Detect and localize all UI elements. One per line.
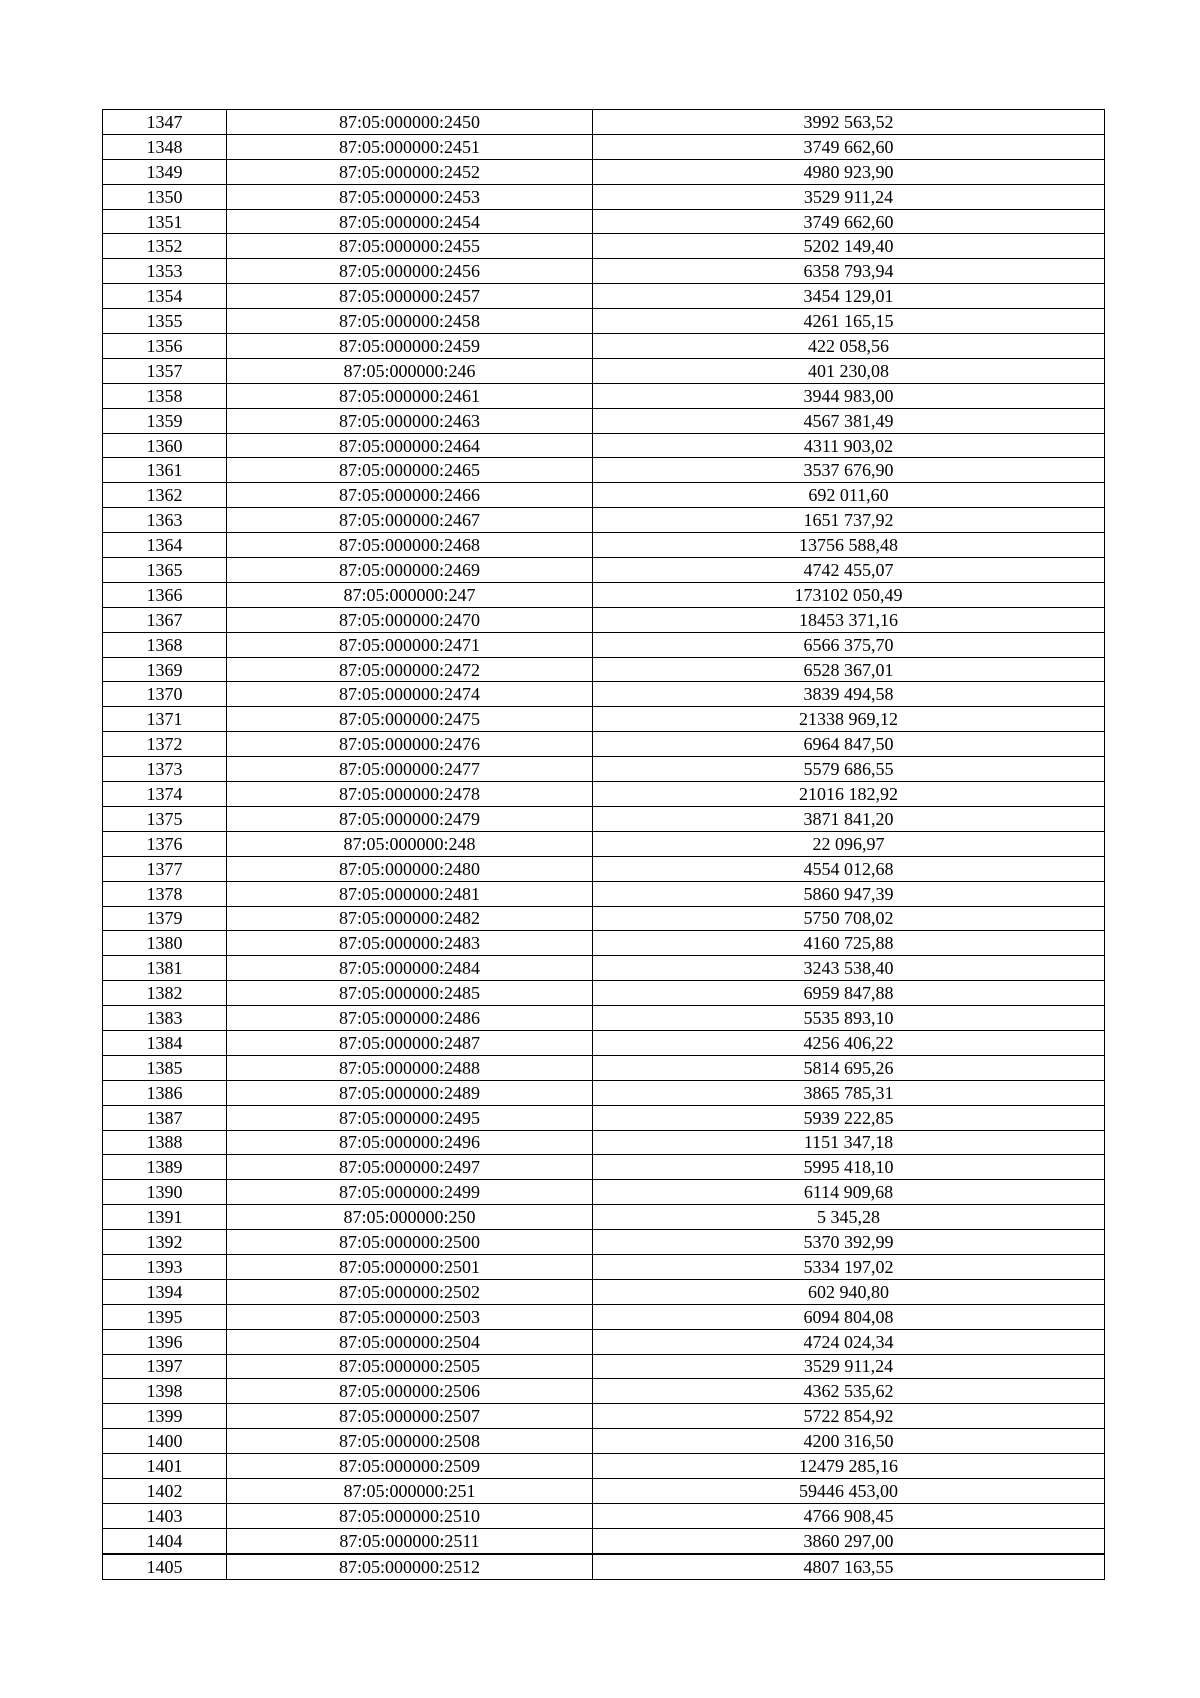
- cadastral-value-cell: 3454 129,01: [593, 284, 1105, 309]
- cadastral-value-cell: 4724 024,34: [593, 1329, 1105, 1354]
- row-number-cell: 1380: [103, 931, 227, 956]
- cadastral-value-cell: 18453 371,16: [593, 607, 1105, 632]
- row-number-cell: 1376: [103, 831, 227, 856]
- row-number-cell: 1403: [103, 1503, 227, 1528]
- table-row: [103, 1503, 1105, 1528]
- cadastral-number-cell: 87:05:000000:2502: [227, 1279, 593, 1304]
- cadastral-number-cell: 87:05:000000:2509: [227, 1454, 593, 1479]
- row-number-cell: 1381: [103, 956, 227, 981]
- table-row: [103, 284, 1105, 309]
- row-number-cell: 1405: [103, 1554, 227, 1579]
- table-row: [103, 1254, 1105, 1279]
- cadastral-number-cell: 87:05:000000:2461: [227, 383, 593, 408]
- table-row: [103, 483, 1105, 508]
- cadastral-value-cell: 6528 367,01: [593, 657, 1105, 682]
- cadastral-value-cell: 1651 737,92: [593, 508, 1105, 533]
- cadastral-number-cell: 87:05:000000:2478: [227, 782, 593, 807]
- table-row: [103, 1404, 1105, 1429]
- table-row: [103, 1055, 1105, 1080]
- row-number-cell: 1397: [103, 1354, 227, 1379]
- cadastral-value-cell: 3749 662,60: [593, 134, 1105, 159]
- cadastral-number-cell: 87:05:000000:2500: [227, 1230, 593, 1255]
- row-number-cell: 1372: [103, 732, 227, 757]
- table-row: [103, 209, 1105, 234]
- cadastral-value-cell: 6114 909,68: [593, 1180, 1105, 1205]
- table-row: [103, 1006, 1105, 1031]
- row-number-cell: 1356: [103, 334, 227, 359]
- cadastral-value-cell: 3992 563,52: [593, 110, 1105, 135]
- row-number-cell: 1364: [103, 533, 227, 558]
- row-number-cell: 1402: [103, 1478, 227, 1503]
- table-row: [103, 931, 1105, 956]
- row-number-cell: 1358: [103, 383, 227, 408]
- table-row: [103, 234, 1105, 259]
- row-number-cell: 1362: [103, 483, 227, 508]
- cadastral-number-cell: 87:05:000000:2464: [227, 433, 593, 458]
- row-number-cell: 1352: [103, 234, 227, 259]
- cadastral-number-cell: 87:05:000000:2504: [227, 1329, 593, 1354]
- cadastral-value-cell: 59446 453,00: [593, 1478, 1105, 1503]
- row-number-cell: 1392: [103, 1230, 227, 1255]
- cadastral-value-cell: 21016 182,92: [593, 782, 1105, 807]
- row-number-cell: 1365: [103, 558, 227, 583]
- cadastral-value-cell: 5939 222,85: [593, 1105, 1105, 1130]
- cadastral-value-cell: 3529 911,24: [593, 184, 1105, 209]
- table-row: [103, 881, 1105, 906]
- row-number-cell: 1373: [103, 757, 227, 782]
- table-row: [103, 1205, 1105, 1230]
- cadastral-number-cell: 87:05:000000:2497: [227, 1155, 593, 1180]
- cadastral-number-cell: 87:05:000000:2455: [227, 234, 593, 259]
- row-number-cell: 1374: [103, 782, 227, 807]
- cadastral-number-cell: 87:05:000000:247: [227, 582, 593, 607]
- table-row: [103, 309, 1105, 334]
- row-number-cell: 1386: [103, 1080, 227, 1105]
- cadastral-number-cell: 87:05:000000:2474: [227, 682, 593, 707]
- cadastral-number-cell: 87:05:000000:2454: [227, 209, 593, 234]
- cadastral-value-cell: 4362 535,62: [593, 1379, 1105, 1404]
- cadastral-number-cell: 87:05:000000:250: [227, 1205, 593, 1230]
- row-number-cell: 1367: [103, 607, 227, 632]
- cadastral-value-cell: 5334 197,02: [593, 1254, 1105, 1279]
- cadastral-value-cell: 5 345,28: [593, 1205, 1105, 1230]
- cadastral-number-cell: 87:05:000000:2503: [227, 1304, 593, 1329]
- cadastral-number-cell: 87:05:000000:2452: [227, 159, 593, 184]
- cadastral-value-cell: 5370 392,99: [593, 1230, 1105, 1255]
- row-number-cell: 1400: [103, 1429, 227, 1454]
- cadastral-value-cell: 401 230,08: [593, 358, 1105, 383]
- row-number-cell: 1379: [103, 906, 227, 931]
- cadastral-number-cell: 87:05:000000:2475: [227, 707, 593, 732]
- cadastral-number-cell: 87:05:000000:2477: [227, 757, 593, 782]
- table-row: [103, 1155, 1105, 1180]
- table-row: [103, 682, 1105, 707]
- row-number-cell: 1371: [103, 707, 227, 732]
- table-row: [103, 856, 1105, 881]
- row-number-cell: 1398: [103, 1379, 227, 1404]
- cadastral-value-cell: 6566 375,70: [593, 632, 1105, 657]
- row-number-cell: 1401: [103, 1454, 227, 1479]
- cadastral-value-cell: 4261 165,15: [593, 309, 1105, 334]
- cadastral-number-cell: 87:05:000000:2450: [227, 110, 593, 135]
- cadastral-value-cell: 6964 847,50: [593, 732, 1105, 757]
- cadastral-value-cell: 3944 983,00: [593, 383, 1105, 408]
- table-body: [103, 110, 1105, 1580]
- cadastral-number-cell: 87:05:000000:2479: [227, 806, 593, 831]
- cadastral-number-cell: 87:05:000000:2465: [227, 458, 593, 483]
- cadastral-value-cell: 3243 538,40: [593, 956, 1105, 981]
- table-row: [103, 334, 1105, 359]
- table-row: [103, 1329, 1105, 1354]
- cadastral-value-cell: 13756 588,48: [593, 533, 1105, 558]
- cadastral-value-cell: 12479 285,16: [593, 1454, 1105, 1479]
- row-number-cell: 1350: [103, 184, 227, 209]
- row-number-cell: 1357: [103, 358, 227, 383]
- table-row: [103, 956, 1105, 981]
- row-number-cell: 1395: [103, 1304, 227, 1329]
- table-row: [103, 458, 1105, 483]
- table-row: [103, 1279, 1105, 1304]
- cadastral-value-cell: 5860 947,39: [593, 881, 1105, 906]
- row-number-cell: 1347: [103, 110, 227, 135]
- cadastral-value-cell: 4766 908,45: [593, 1503, 1105, 1528]
- cadastral-number-cell: 87:05:000000:2468: [227, 533, 593, 558]
- cadastral-value-cell: 1151 347,18: [593, 1130, 1105, 1155]
- cadastral-value-cell: 5995 418,10: [593, 1155, 1105, 1180]
- table-row: [103, 383, 1105, 408]
- cadastral-number-cell: 87:05:000000:2508: [227, 1429, 593, 1454]
- table-row: [103, 707, 1105, 732]
- cadastral-number-cell: 87:05:000000:251: [227, 1478, 593, 1503]
- cadastral-number-cell: 87:05:000000:2488: [227, 1055, 593, 1080]
- table-row: [103, 1354, 1105, 1379]
- cadastral-number-cell: 87:05:000000:2481: [227, 881, 593, 906]
- table-row: [103, 732, 1105, 757]
- row-number-cell: 1368: [103, 632, 227, 657]
- table-row: [103, 657, 1105, 682]
- table-row: [103, 358, 1105, 383]
- row-number-cell: 1353: [103, 259, 227, 284]
- table-row: [103, 1379, 1105, 1404]
- cadastral-number-cell: 87:05:000000:2480: [227, 856, 593, 881]
- cadastral-value-cell: 3537 676,90: [593, 458, 1105, 483]
- cadastral-number-cell: 87:05:000000:2466: [227, 483, 593, 508]
- cadastral-value-cell: 4160 725,88: [593, 931, 1105, 956]
- table-row: [103, 159, 1105, 184]
- row-number-cell: 1355: [103, 309, 227, 334]
- cadastral-number-cell: 87:05:000000:2472: [227, 657, 593, 682]
- row-number-cell: 1385: [103, 1055, 227, 1080]
- cadastral-value-cell: 422 058,56: [593, 334, 1105, 359]
- row-number-cell: 1354: [103, 284, 227, 309]
- row-number-cell: 1394: [103, 1279, 227, 1304]
- table-row: [103, 1080, 1105, 1105]
- cadastral-value-cell: 6358 793,94: [593, 259, 1105, 284]
- cadastral-value-cell: 3865 785,31: [593, 1080, 1105, 1105]
- cadastral-value-cell: 3839 494,58: [593, 682, 1105, 707]
- table-row: [103, 1554, 1105, 1579]
- table-row: [103, 1478, 1105, 1503]
- cadastral-number-cell: 87:05:000000:2489: [227, 1080, 593, 1105]
- cadastral-number-cell: 87:05:000000:2470: [227, 607, 593, 632]
- row-number-cell: 1389: [103, 1155, 227, 1180]
- cadastral-value-cell: 5535 893,10: [593, 1006, 1105, 1031]
- cadastral-value-cell: 4554 012,68: [593, 856, 1105, 881]
- cadastral-number-cell: 87:05:000000:2496: [227, 1130, 593, 1155]
- cadastral-value-cell: 4742 455,07: [593, 558, 1105, 583]
- cadastral-value-cell: 4980 923,90: [593, 159, 1105, 184]
- row-number-cell: 1361: [103, 458, 227, 483]
- cadastral-value-cell: 5579 686,55: [593, 757, 1105, 782]
- table-row: [103, 508, 1105, 533]
- table-row: [103, 134, 1105, 159]
- cadastral-number-cell: 87:05:000000:2511: [227, 1528, 593, 1553]
- cadastral-value-cell: 4200 316,50: [593, 1429, 1105, 1454]
- row-number-cell: 1384: [103, 1030, 227, 1055]
- table-row: [103, 1304, 1105, 1329]
- cadastral-value-cell: 5722 854,92: [593, 1404, 1105, 1429]
- row-number-cell: 1382: [103, 981, 227, 1006]
- cadastral-number-cell: 87:05:000000:2499: [227, 1180, 593, 1205]
- table-row: [103, 558, 1105, 583]
- cadastral-number-cell: 87:05:000000:2457: [227, 284, 593, 309]
- cadastral-value-cell: 5814 695,26: [593, 1055, 1105, 1080]
- table-row: [103, 1528, 1105, 1553]
- row-number-cell: 1404: [103, 1528, 227, 1553]
- cadastral-value-cell: 6959 847,88: [593, 981, 1105, 1006]
- cadastral-value-cell: 173102 050,49: [593, 582, 1105, 607]
- cadastral-value-cell: 4567 381,49: [593, 408, 1105, 433]
- row-number-cell: 1393: [103, 1254, 227, 1279]
- table-row: [103, 831, 1105, 856]
- row-number-cell: 1369: [103, 657, 227, 682]
- cadastral-number-cell: 87:05:000000:2459: [227, 334, 593, 359]
- cadastral-value-cell: 4256 406,22: [593, 1030, 1105, 1055]
- cadastral-number-cell: 87:05:000000:2463: [227, 408, 593, 433]
- document-page: [102, 109, 1104, 1580]
- row-number-cell: 1396: [103, 1329, 227, 1354]
- row-number-cell: 1370: [103, 682, 227, 707]
- cadastral-number-cell: 87:05:000000:2469: [227, 558, 593, 583]
- table-row: [103, 533, 1105, 558]
- cadastral-value-cell: 3749 662,60: [593, 209, 1105, 234]
- row-number-cell: 1366: [103, 582, 227, 607]
- row-number-cell: 1349: [103, 159, 227, 184]
- table-row: [103, 757, 1105, 782]
- table-row: [103, 782, 1105, 807]
- row-number-cell: 1391: [103, 1205, 227, 1230]
- cadastral-value-cell: 4311 903,02: [593, 433, 1105, 458]
- cadastral-number-cell: 87:05:000000:2483: [227, 931, 593, 956]
- row-number-cell: 1359: [103, 408, 227, 433]
- cadastral-value-cell: 5750 708,02: [593, 906, 1105, 931]
- cadastral-value-cell: 22 096,97: [593, 831, 1105, 856]
- table-row: [103, 1429, 1105, 1454]
- cadastral-number-cell: 87:05:000000:2487: [227, 1030, 593, 1055]
- cadastral-value-cell: 602 940,80: [593, 1279, 1105, 1304]
- table-row: [103, 1180, 1105, 1205]
- row-number-cell: 1399: [103, 1404, 227, 1429]
- cadastral-number-cell: 87:05:000000:2467: [227, 508, 593, 533]
- row-number-cell: 1387: [103, 1105, 227, 1130]
- cadastral-number-cell: 87:05:000000:2476: [227, 732, 593, 757]
- cadastral-number-cell: 87:05:000000:2458: [227, 309, 593, 334]
- cadastral-value-cell: 3871 841,20: [593, 806, 1105, 831]
- cadastral-number-cell: 87:05:000000:2453: [227, 184, 593, 209]
- row-number-cell: 1348: [103, 134, 227, 159]
- table-row: [103, 806, 1105, 831]
- table-row: [103, 607, 1105, 632]
- table-row: [103, 433, 1105, 458]
- table-row: [103, 906, 1105, 931]
- cadastral-number-cell: 87:05:000000:2501: [227, 1254, 593, 1279]
- cadastral-value-cell: 21338 969,12: [593, 707, 1105, 732]
- cadastral-number-cell: 87:05:000000:2510: [227, 1503, 593, 1528]
- cadastral-value-cell: 692 011,60: [593, 483, 1105, 508]
- row-number-cell: 1360: [103, 433, 227, 458]
- cadastral-value-cell: 6094 804,08: [593, 1304, 1105, 1329]
- table-row: [103, 1454, 1105, 1479]
- table-row: [103, 184, 1105, 209]
- table-row: [103, 632, 1105, 657]
- table-row: [103, 981, 1105, 1006]
- table-row: [103, 110, 1105, 135]
- row-number-cell: 1377: [103, 856, 227, 881]
- cadastral-number-cell: 87:05:000000:2507: [227, 1404, 593, 1429]
- row-number-cell: 1375: [103, 806, 227, 831]
- row-number-cell: 1351: [103, 209, 227, 234]
- row-number-cell: 1388: [103, 1130, 227, 1155]
- table-row: [103, 1030, 1105, 1055]
- table-row: [103, 1130, 1105, 1155]
- cadastral-number-cell: 87:05:000000:2495: [227, 1105, 593, 1130]
- cadastral-number-cell: 87:05:000000:2451: [227, 134, 593, 159]
- cadastral-number-cell: 87:05:000000:2506: [227, 1379, 593, 1404]
- table-row: [103, 582, 1105, 607]
- cadastral-number-cell: 87:05:000000:2484: [227, 956, 593, 981]
- cadastral-value-table: [102, 109, 1105, 1580]
- table-row: [103, 1230, 1105, 1255]
- cadastral-number-cell: 87:05:000000:2486: [227, 1006, 593, 1031]
- cadastral-number-cell: 87:05:000000:2482: [227, 906, 593, 931]
- cadastral-number-cell: 87:05:000000:2471: [227, 632, 593, 657]
- cadastral-value-cell: 3529 911,24: [593, 1354, 1105, 1379]
- row-number-cell: 1378: [103, 881, 227, 906]
- cadastral-value-cell: 5202 149,40: [593, 234, 1105, 259]
- row-number-cell: 1383: [103, 1006, 227, 1031]
- table-row: [103, 1105, 1105, 1130]
- cadastral-number-cell: 87:05:000000:246: [227, 358, 593, 383]
- cadastral-number-cell: 87:05:000000:2456: [227, 259, 593, 284]
- table-row: [103, 408, 1105, 433]
- cadastral-number-cell: 87:05:000000:2505: [227, 1354, 593, 1379]
- cadastral-value-cell: 4807 163,55: [593, 1554, 1105, 1579]
- table-row: [103, 259, 1105, 284]
- cadastral-number-cell: 87:05:000000:2512: [227, 1554, 593, 1579]
- cadastral-number-cell: 87:05:000000:248: [227, 831, 593, 856]
- cadastral-value-cell: 3860 297,00: [593, 1528, 1105, 1553]
- row-number-cell: 1363: [103, 508, 227, 533]
- cadastral-number-cell: 87:05:000000:2485: [227, 981, 593, 1006]
- row-number-cell: 1390: [103, 1180, 227, 1205]
